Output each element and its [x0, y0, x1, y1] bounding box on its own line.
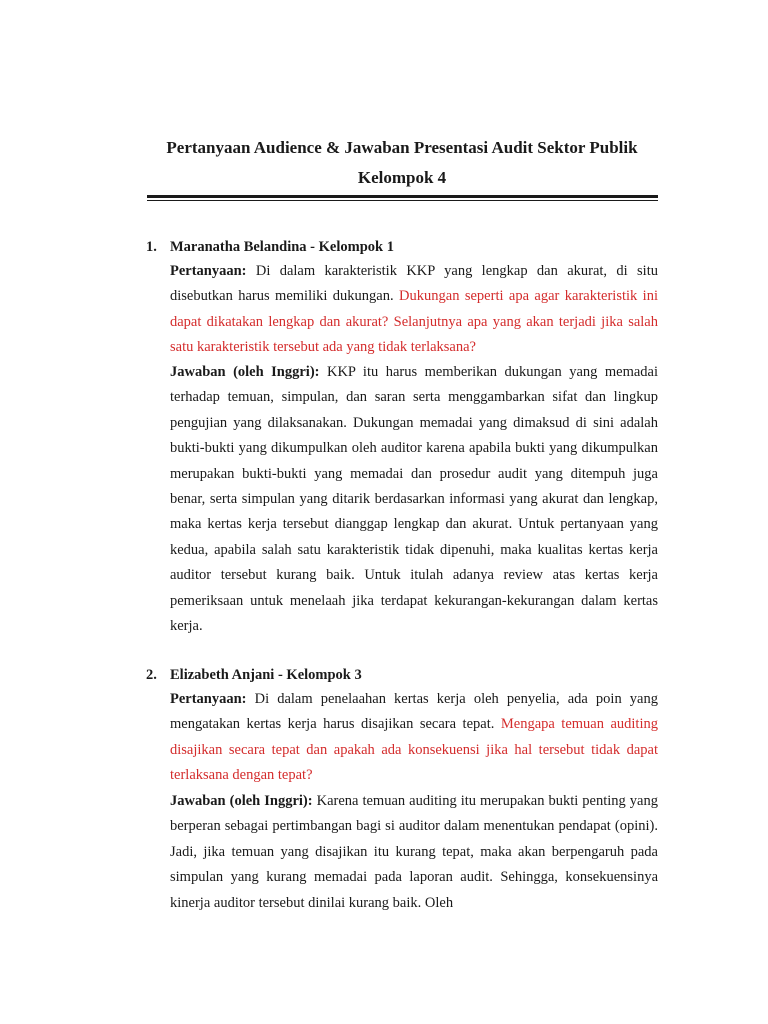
- item-2-question-label: Pertanyaan:: [170, 691, 247, 707]
- document-title: Pertanyaan Audience & Jawaban Presentasi Audit Sektor Publik: [166, 138, 638, 157]
- title-divider-thick: [147, 195, 658, 198]
- item-1-question-label: Pertanyaan:: [170, 263, 247, 279]
- item-1-answer: [170, 360, 658, 639]
- item-2-answer: [170, 789, 658, 916]
- item-2-question-text: Di dalam penelaahan kertas kerja oleh penyelia, ada poin yang mengatakan kertas kerja harus disajikan secara tepat.: [170, 691, 658, 733]
- item-1-question-highlight: Dukungan seperti apa agar karakteristik ini dapat dikatakan lengkap dan akurat? Selanjutnya apa yang akan terjadi jika salah satu karakteristik tersebut ada yang tidak terlaksana?: [170, 288, 658, 356]
- item-2-answer-label: Jawaban (oleh Inggri):: [170, 793, 313, 809]
- item-1-answer-text: KKP itu harus memberikan dukungan yang memadai terhadap temuan, simpulan, dan saran serta menggambarkan sifat dan lingkup pengujian yang dilaksanakan. Dukungan memadai yang dimaksud di sini adalah bukti-bukti yang dikumpulkan oleh auditor karena apabila bukti yang dikumpulkan merupakan bukti-bukti yang memadai dan prosedur audit yang ditempuh juga benar, serta simpulan yang ditarik berdasarkan informasi yang akurat dan lengkap, maka kertas kerja tersebut dianggap lengkap dan akurat. Untuk pertanyaan yang kedua, apabila salah satu karakteristik tidak dipenuhi, maka kualitas kertas kerja auditor tersebut kurang baik. Untuk itulah adanya review atas kertas kerja pemeriksaan untuk menelaah jika terdapat kekurangan-kekurangan dalam kertas kerja.: [170, 364, 658, 635]
- title-divider-thin: [147, 200, 658, 201]
- item-2-question-highlight: Mengapa temuan auditing disajikan secara tepat dan apakah ada konsekuensi jika hal tersebut tidak dapat terlaksana dengan tepat?: [170, 716, 658, 784]
- item-2-heading: Elizabeth Anjani - Kelompok 3: [170, 667, 362, 683]
- item-1-number: 1.: [146, 239, 157, 255]
- item-2-number: 2.: [146, 667, 157, 683]
- item-1-answer-label: Jawaban (oleh Inggri):: [170, 364, 320, 380]
- item-2-answer-text: Karena temuan auditing itu merupakan bukti penting yang berperan sebagai pertimbangan bagi si auditor dalam menentukan pendapat (opini). Jadi, jika temuan yang disajikan itu kurang tepat, maka akan berpengaruh pada simpulan yang kurang memadai pada laporan audit. Sehingga, konsekuensinya kinerja auditor tersebut dinilai kurang baik. Oleh: [170, 793, 658, 911]
- item-1-question: [170, 259, 658, 361]
- item-1-question-text: Di dalam karakteristik KKP yang lengkap dan akurat, di situ disebutkan harus memiliki dukungan.: [170, 263, 658, 305]
- document-subtitle: Kelompok 4: [357, 168, 447, 187]
- item-2-question: [170, 687, 658, 789]
- item-1-heading: Maranatha Belandina - Kelompok 1: [170, 239, 394, 255]
